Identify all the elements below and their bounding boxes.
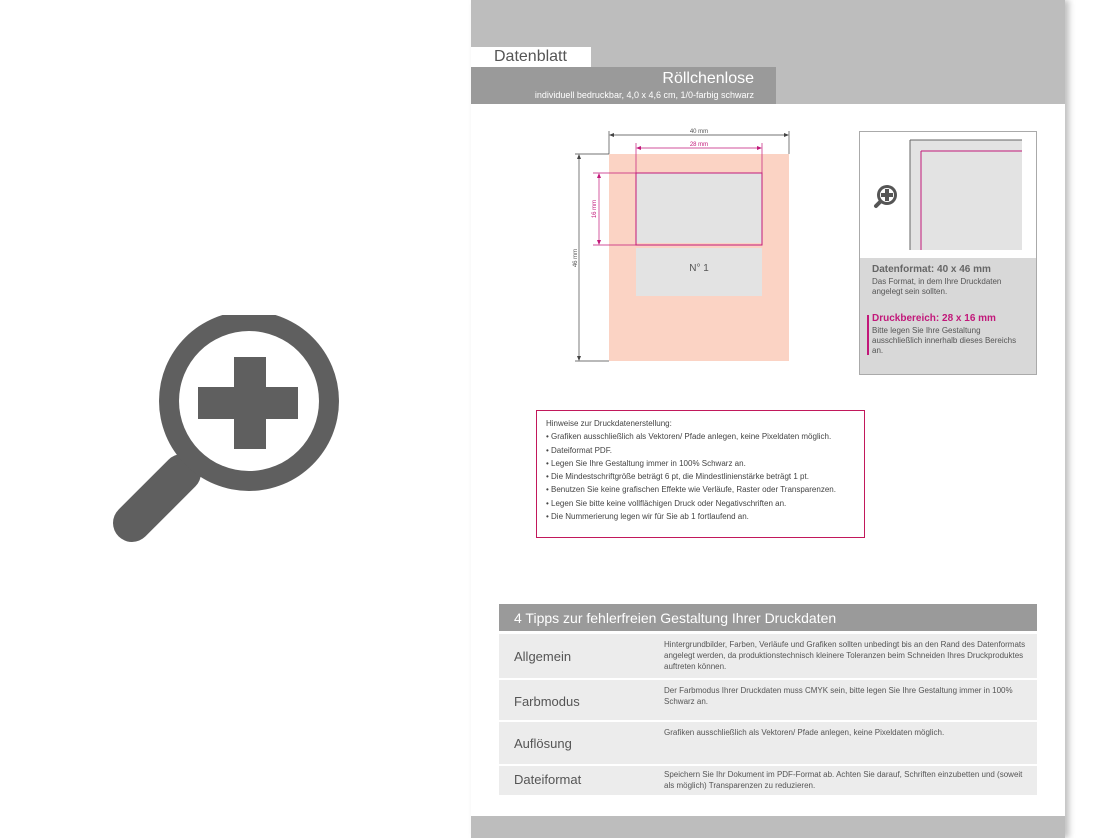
footer-band (471, 816, 1065, 838)
format-thumbnail[interactable] (860, 132, 1036, 258)
product-title: Röllchenlose (662, 70, 754, 87)
print-hints-box (536, 410, 865, 538)
datasheet-tab: Datenblatt (471, 47, 591, 67)
tip-row-aufloesung (499, 722, 1037, 764)
print-area-text: Bitte legen Sie Ihre Gestaltung ausschließlich innerhalb dieses Bereichs an. (872, 326, 1017, 355)
tip-text: Hintergrundbilder, Farben, Verläufe und Grafiken sollten unbedingt bis an den Rand des Datenformats angelegt werden, da produktionstechnisch kleinere Toleranzen beim Schneiden Ihres Druckproduktes auftreten können. (664, 640, 1026, 671)
tip-row-dateiformat (499, 766, 1037, 795)
hint-item: • Benutzen Sie keine grafischen Effekte wie Verläufe, Raster oder Transparenzen. (546, 485, 836, 495)
tip-label: Farbmodus (514, 694, 580, 709)
print-height-label: 16 mm (592, 199, 598, 219)
small-zoom-in-icon (876, 185, 897, 206)
tips-header (499, 604, 1037, 631)
format-text: Das Format, in dem Ihre Druckdaten angelegt sein sollten. (872, 277, 1002, 296)
tips-title: 4 Tipps zur fehlerfreien Gestaltung Ihrer Druckdaten (514, 610, 837, 626)
hint-item: • Die Mindestschriftgröße beträgt 6 pt, die Mindestlinienstärke beträgt 1 pt. (546, 472, 809, 482)
hint-item: • Legen Sie Ihre Gestaltung immer in 100% Schwarz an. (546, 458, 746, 468)
hint-item: • Die Nummerierung legen wir für Sie ab 1 fortlaufend an. (546, 512, 749, 522)
datasheet-page (471, 0, 1065, 838)
format-title: Datenformat: 40 x 46 mm (872, 264, 991, 275)
print-width-label: 28 mm (689, 142, 709, 148)
height-label: 46 mm (573, 248, 579, 268)
tip-row-farbmodus (499, 680, 1037, 720)
print-area-marker (867, 315, 869, 355)
format-info-box (859, 131, 1037, 375)
hint-item: • Dateiformat PDF. (546, 445, 612, 455)
tip-text: Der Farbmodus Ihrer Druckdaten muss CMYK sein, bitte legen Sie Ihre Gestaltung immer in 100% Schwarz an. (664, 686, 1013, 706)
tip-label: Allgemein (514, 649, 572, 664)
tip-label: Dateiformat (514, 772, 582, 787)
hint-item: • Grafiken ausschließlich als Vektoren/ Pfade anlegen, keine Pixeldaten möglich. (546, 432, 832, 442)
width-label: 40 mm (689, 129, 709, 135)
tip-label: Auflösung (514, 736, 572, 751)
print-panel (636, 173, 762, 243)
format-legend (860, 258, 1036, 374)
hint-item: • Legen Sie bitte keine vollflächigen Druck oder Negativschriften an. (546, 498, 787, 508)
product-subtitle: individuell bedruckbar, 4,0 x 4,6 cm, 1/0-farbig schwarz (534, 90, 754, 100)
tip-text: Grafiken ausschließlich als Vektoren/ Pfade anlegen, keine Pixeldaten möglich. (664, 728, 945, 737)
hints-title: Hinweise zur Druckdatenerstellung: (546, 419, 672, 428)
number-label: N° 1 (689, 263, 709, 274)
tip-row-allgemein (499, 634, 1037, 678)
format-diagram (571, 123, 801, 368)
tip-text: Speichern Sie Ihr Dokument im PDF-Format ab. Achten Sie darauf, Schriften einzubetten und (soweit als möglich) Transparenzen zu reduzieren. (664, 770, 1023, 790)
zoom-in-icon[interactable] (100, 315, 360, 555)
product-title-box (471, 67, 776, 104)
print-area-title: Druckbereich: 28 x 16 mm (872, 313, 996, 324)
